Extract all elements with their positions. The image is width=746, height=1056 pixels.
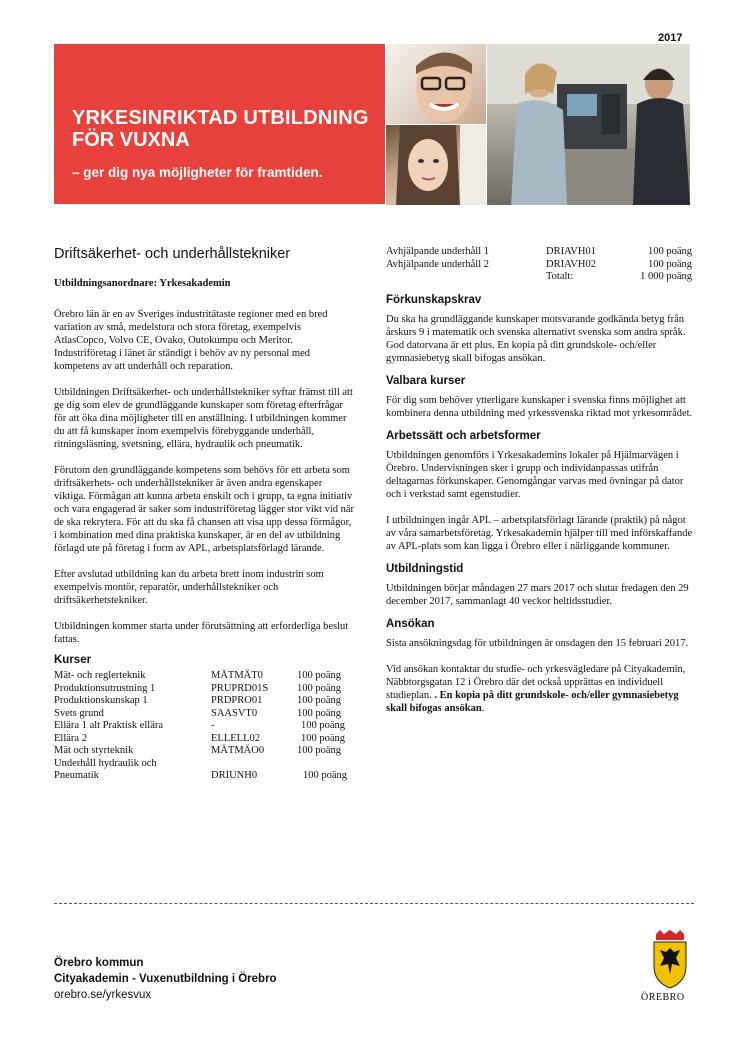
course-code: MÄTMÄO0 — [211, 745, 265, 756]
application-deadline: Sista ansökningsdag för utbildningen är onsdagen den 15 februari 2017. — [386, 637, 689, 649]
photo-young-woman — [386, 125, 486, 205]
course-points: 100 poäng — [297, 695, 342, 706]
application-end: . — [481, 702, 485, 714]
table-row — [54, 770, 354, 783]
course-points: 100 poäng — [297, 682, 342, 694]
header-banner — [54, 44, 385, 204]
course-name: Pneumatik — [54, 770, 99, 781]
application-contact-text: Vid ansökan kontaktar du studie- och yrkesvägledare på Cityakademin, Näbbtorgsgatan 12 i Örebro där det också upprättas en individuell studieplan. — [386, 663, 686, 701]
course-points: 100 poäng — [647, 258, 692, 270]
footer-url: orebro.se/yrkesvux — [54, 989, 152, 1001]
course-code: - — [211, 720, 215, 731]
footer-divider — [54, 903, 694, 904]
course-points — [297, 758, 354, 771]
course-name: Ellära 1 alt Praktisk ellära — [54, 720, 164, 731]
course-name: Avhjälpande underhåll 1 — [386, 246, 490, 257]
application-attachment-note: . En kopia på ditt grundskole- och/eller gymnasiebetyg skall bifogas ansökan — [386, 689, 679, 714]
page-title: Driftsäkerhet- och underhållstekniker — [54, 246, 291, 262]
duration-text: Utbildningen börjar måndagen 27 mars 2017 och slutar fredagen den 29 december 2017, sammanlagt 40 veckor heltidsstudier. — [386, 582, 689, 607]
course-code: MÄTMÄT0 — [211, 670, 263, 681]
application-heading: Ansökan — [386, 617, 435, 630]
banner-tagline: – ger dig nya möjligheter för framtiden. — [72, 165, 323, 180]
table-row — [54, 683, 354, 696]
prereq-text: Du ska ha grundläggande kunskaper motsvarande godkända betyg från årskurs 9 i matematik och svenska alternativt svenska som andra språk. God datorvana är ett plus. En kopia på ditt grundskole- och/eller gymnasiebetyg skall bifogas ansökan. — [386, 313, 686, 364]
orebro-crest-icon — [650, 930, 690, 1000]
intro-paragraph: Utbildningen kommer starta under förutsättning att erforderliga beslut fattas. — [54, 621, 349, 645]
course-name: Underhåll hydraulik och — [54, 757, 157, 769]
courses-table-continued — [386, 246, 692, 284]
organizer-label: Utbildningsanordnare: Yrkesakademin — [54, 278, 231, 289]
footer — [54, 955, 277, 1003]
course-name — [386, 271, 546, 284]
table-row — [386, 246, 692, 259]
course-points: 100 poäng — [647, 246, 692, 257]
courses-heading: Kurser — [54, 654, 92, 666]
course-points: 100 poäng — [297, 670, 342, 681]
methods-paragraph: I utbildningen ingår APL – arbetsplatsförlagt lärande (praktik) på något av våra samarbetsföretag. Yrkesakademin hjälper till med införskaffande av APL-plats som kan ligga i Örebro eller i närliggande kommuner. — [386, 514, 693, 552]
course-name: Mät och styrteknik — [54, 745, 134, 756]
banner-title-line1: YRKESINRIKTAD UTBILDNING — [72, 107, 369, 129]
methods-heading: Arbetssätt och arbetsformer — [386, 429, 541, 442]
methods-paragraph: Utbildningen genomförs i Yrkesakademins lokaler på Hjälmarvägen i Örebro. Undervisningen sker i grupp och individanpassas utifrån deltagarnas förkunskaper. Genomgångar varvas med övningar på dator och i verkstad samt egenstudier. — [386, 449, 684, 500]
course-code: ELLELL02 — [211, 732, 260, 744]
table-row — [386, 271, 692, 284]
left-column — [54, 308, 354, 783]
course-code: DRIAVH02 — [546, 258, 596, 270]
course-code: DRIUNH0 — [211, 770, 258, 781]
banner-title-line2: FÖR VUXNA — [72, 129, 190, 151]
right-column — [386, 246, 696, 728]
table-row — [54, 745, 354, 758]
course-points: 100 poäng — [301, 720, 346, 731]
intro-paragraph: Efter avslutad utbildning kan du arbeta brett inom industrin som exempelvis montör, reparatör, underhållstekniker och driftsäkerhetstekniker. — [54, 569, 324, 606]
course-code: SAASVT0 — [211, 707, 258, 719]
optional-courses-text: För dig som behöver ytterligare kunskaper i svenska finns möjlighet att kombinera denna utbildning med yrkessvenska riktad mot yrkesområdet. — [386, 394, 693, 419]
prereq-heading: Förkunskapskrav — [386, 293, 482, 306]
course-code — [211, 758, 297, 771]
course-name: Produktionskunskap 1 — [54, 695, 148, 706]
course-points: 100 poäng — [297, 745, 342, 756]
course-code: PRUPRD01S — [211, 682, 269, 694]
table-row — [54, 695, 354, 708]
course-name: Ellära 2 — [54, 732, 87, 744]
intro-paragraph: Förutom den grundläggande kompetens som behövs för ett arbeta som driftsäkerhets- och underhållstekniker är även andra egenskaper viktiga. Förmågan att kunna arbeta enskilt och i grupp, ta egna initiativ och vara engagerad är saker som industriföretag lägger stor vikt vid när de ska rekrytera. För att du ska få chansen att visa upp dessa förmågor, i kombination med dina praktiska kunskaper, är en del av utbildning förlagd ute på företag i form av APL, arbetsplatsförlagd lärande. — [54, 465, 355, 554]
duration-heading: Utbildningstid — [386, 562, 464, 575]
total-points: 1 000 poäng — [640, 271, 692, 282]
crest-label: ÖREBRO — [641, 992, 685, 1003]
table-row — [54, 670, 354, 683]
course-name: Produktionsutrustning 1 — [54, 682, 156, 694]
table-row — [54, 758, 354, 771]
photo-smiling-man — [386, 44, 486, 124]
table-row — [54, 720, 354, 733]
optional-courses-heading: Valbara kurser — [386, 374, 466, 387]
intro-paragraph: Örebro län är en av Sveriges industritätaste regioner med en bred variation av små, medelstora och stora företag, exempelvis AtlasCopco, Volvo CE, Ovako, Outokumpu och Meritor. Industriföretag i länet är ständigt i behöv av ny personal med kompetens av att underhåll och reparation. — [54, 309, 328, 372]
table-row — [386, 259, 692, 272]
intro-paragraph: Utbildningen Driftsäkerhet- och underhållstekniker syftar främst till att ge dig som elev de grundläggande kunskaper som företag efterfrågar för att öka dina möjligheter till en anställning. I utbildningen kommer du att få kunskaper inom exempelvis förebyggande underhåll, ritningsläsning, svetsning, ellära, hydraulik och pneumatik. — [54, 387, 353, 450]
total-label: Totalt: — [546, 271, 574, 282]
footer-org: Örebro kommun — [54, 957, 144, 969]
course-code: PRDPRO01 — [211, 695, 263, 706]
year-label: 2017 — [658, 32, 683, 44]
course-points: 100 poäng — [297, 707, 342, 719]
footer-dept: Cityakademin - Vuxenutbildning i Örebro — [54, 973, 277, 985]
course-name: Mät- och reglerteknik — [54, 670, 146, 681]
application-contact — [386, 663, 696, 715]
course-name: Avhjälpande underhåll 2 — [386, 258, 490, 270]
photo-cnc-machine-students — [487, 44, 690, 205]
courses-table — [54, 670, 354, 783]
course-code: DRIAVH01 — [546, 246, 596, 257]
course-points: 100 poäng — [301, 732, 346, 744]
course-name: Svets grund — [54, 707, 104, 719]
table-row — [54, 708, 354, 721]
course-points: 100 poäng — [303, 770, 348, 781]
table-row — [54, 733, 354, 746]
